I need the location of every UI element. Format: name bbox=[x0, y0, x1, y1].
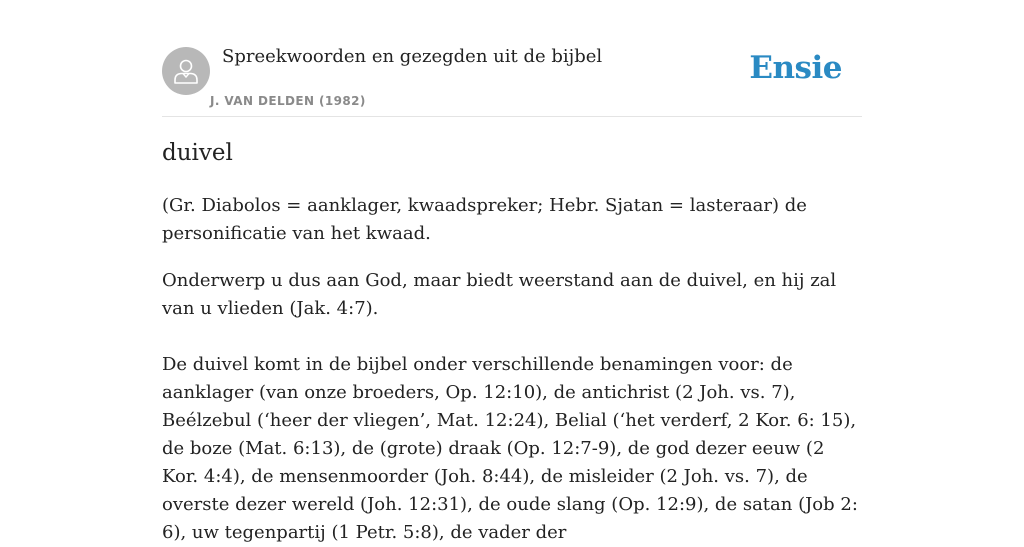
ensie-logo[interactable]: Ensie bbox=[749, 50, 842, 86]
entry-paragraph: Onderwerp u dus aan God, maar biedt weerstand aan de duivel, en hij zal van u vlieden (Jak. 4:7). bbox=[162, 270, 837, 319]
source-header bbox=[162, 0, 862, 117]
entry-paragraph: De duivel komt in de bijbel onder verschillende benamingen voor: de aanklager (van onze broeders, Op. 12:10), de antichrist (2 Joh. vs. 7), Beélzebul (‘heer der vliegen’, Mat. 12:24), Belial (‘het verderf, 2 Kor. 6: 15), de boze (Mat. 6:13), de (grote) draak (Op. 12:7-9), de god dezer eeuw (2 Kor. 4:4), de mensenmoorder (Joh. 8:44), de misleider (2 Joh. vs. 7), de overste dezer wereld (Joh. 12:31), de oude slang (Op. 12:9), de satan (Job 2: 6), uw tegenpartij (1 Petr. 5:8), de vader der bbox=[162, 354, 858, 543]
entry-paragraph: (Gr. Diabolos = aanklager, kwaadspreker; Hebr. Sjatan = lasteraar) de personificatie van het kwaad. bbox=[162, 195, 807, 244]
page-content bbox=[162, 0, 862, 543]
user-icon bbox=[171, 56, 201, 86]
avatar[interactable] bbox=[162, 47, 210, 95]
author-label: J. VAN DELDEN (1982) bbox=[210, 94, 366, 108]
entry-headword: duivel bbox=[162, 140, 233, 166]
book-title[interactable]: Spreekwoorden en gezegden uit de bijbel bbox=[222, 46, 603, 67]
